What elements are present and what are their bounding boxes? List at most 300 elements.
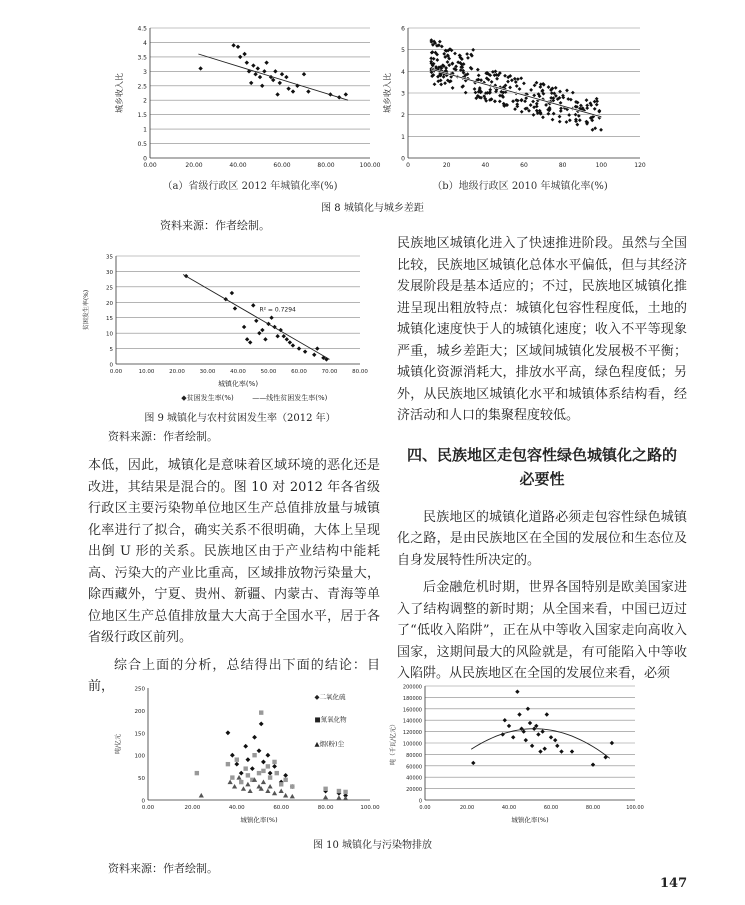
data-point bbox=[565, 89, 569, 93]
series-point-so2 bbox=[283, 773, 288, 778]
data-point bbox=[599, 128, 603, 132]
data-point bbox=[275, 92, 279, 96]
x-tick-label: 30.00 bbox=[199, 369, 216, 375]
data-point bbox=[566, 97, 570, 101]
y-tick-label: 160000 bbox=[402, 707, 422, 714]
data-point bbox=[303, 349, 307, 353]
right-paragraph-1: 民族地区城镇化进入了快速推进阶段。虽然与全国比较，民族地区城镇化总体水平偏低，但与其经济发展阶段是基本适应的；不过，民族地区城镇化推进呈现出粗放特点：城镇化包容性程度低，土地的城镇化速度快于人的城镇化速度；收入不平等现象严重，城乡差距大；区域间城镇化发展极不平衡；城镇化资源消耗大，排放水平高，绿色程度低；另外，从民族地区城镇化水平和城镇体系结构看，经济活动和人口的集聚程度较低。 bbox=[397, 236, 687, 423]
data-point bbox=[559, 749, 563, 753]
series-point-so2 bbox=[261, 760, 266, 765]
y-tick-label: 4 bbox=[401, 68, 405, 76]
x-tick-label: 80.00 bbox=[317, 162, 335, 169]
trend-line bbox=[183, 275, 329, 360]
y-axis-label: 城乡收入比 bbox=[115, 73, 124, 113]
data-point bbox=[538, 749, 542, 753]
series-point-dust bbox=[245, 782, 250, 787]
series-point-so2 bbox=[230, 753, 235, 758]
y-tick-label: 3.5 bbox=[137, 54, 147, 62]
series-point-so2 bbox=[226, 730, 231, 735]
x-tick-label: 60.00 bbox=[273, 162, 291, 169]
section-heading-line2: 必要性 bbox=[519, 469, 565, 488]
series-point-nox bbox=[323, 787, 327, 791]
x-tick-label: 100.00 bbox=[359, 162, 381, 169]
y-tick-label: 60000 bbox=[406, 764, 422, 771]
data-point bbox=[464, 91, 468, 95]
right-paragraph-2: 民族地区的城镇化道路必须走包容性绿色城镇化之路，是由民族地区在全国的发展位和生态位及自身发展特性所决定的。 bbox=[397, 509, 687, 568]
data-point bbox=[439, 83, 443, 87]
y-tick-label: 2.5 bbox=[137, 83, 147, 91]
data-point bbox=[453, 52, 457, 56]
data-point bbox=[536, 732, 540, 736]
series-point-dust bbox=[261, 779, 266, 784]
data-point bbox=[476, 68, 480, 72]
data-point bbox=[535, 102, 539, 106]
y-tick-label: 0.5 bbox=[137, 141, 147, 149]
data-point bbox=[451, 86, 455, 90]
series-point-nox bbox=[259, 710, 263, 714]
data-point bbox=[451, 61, 455, 65]
x-tick-label: 120 bbox=[634, 162, 646, 169]
x-tick-label: 80 bbox=[558, 162, 567, 169]
data-point bbox=[498, 99, 502, 103]
series-point-dust bbox=[336, 795, 341, 800]
data-point bbox=[595, 103, 599, 107]
trend-line bbox=[198, 54, 348, 100]
series-point-dust bbox=[199, 793, 204, 798]
data-point bbox=[558, 115, 562, 119]
x-tick-label: 100.00 bbox=[626, 805, 644, 811]
y-tick-label: 100 bbox=[134, 753, 145, 760]
data-point bbox=[555, 744, 559, 748]
series-point-dust bbox=[290, 794, 295, 799]
figure9-title: 图 9 城镇化与农村贫困发生率（2012 年） bbox=[144, 413, 336, 424]
data-point bbox=[438, 40, 442, 44]
data-point bbox=[503, 74, 507, 78]
data-point bbox=[282, 334, 286, 338]
data-point bbox=[312, 353, 316, 357]
data-point bbox=[495, 77, 499, 81]
y-tick-label: 25 bbox=[106, 285, 113, 292]
series-point-dust bbox=[232, 784, 237, 789]
data-point bbox=[262, 69, 266, 73]
legend-item-points: ◆贫困发生率(%) bbox=[181, 394, 234, 402]
figure8a-caption: （a）省级行政区 2012 年城镇化率(%) bbox=[162, 181, 338, 192]
data-point bbox=[471, 761, 475, 765]
series-point-nox bbox=[261, 769, 265, 773]
data-point bbox=[493, 99, 497, 103]
data-point bbox=[256, 66, 260, 70]
y-tick-label: 80000 bbox=[406, 752, 422, 759]
data-point bbox=[522, 81, 526, 85]
series-point-nox bbox=[230, 775, 234, 779]
data-point bbox=[574, 113, 578, 117]
data-point bbox=[257, 331, 261, 335]
data-point bbox=[511, 735, 515, 739]
data-point bbox=[291, 89, 295, 93]
y-tick-label: 0 bbox=[143, 155, 147, 163]
data-point bbox=[245, 60, 249, 64]
x-tick-label: 80.00 bbox=[317, 805, 334, 811]
data-point bbox=[531, 100, 535, 104]
data-point bbox=[288, 340, 292, 344]
data-point bbox=[518, 87, 522, 91]
figure10-source: 资料来源：作者绘制。 bbox=[108, 862, 218, 875]
data-point bbox=[508, 86, 512, 90]
data-point bbox=[523, 99, 527, 103]
data-point bbox=[541, 115, 545, 119]
legend-item-trend: ——线性贫困发生率(%) bbox=[252, 394, 328, 402]
y-tick-label: 180000 bbox=[402, 695, 422, 702]
series-point-nox bbox=[243, 766, 247, 770]
data-point bbox=[559, 106, 563, 110]
data-point bbox=[543, 747, 547, 751]
data-point bbox=[442, 52, 446, 56]
x-axis-label: 城镇化率(%) bbox=[217, 380, 259, 388]
series-point-nox bbox=[195, 771, 199, 775]
x-tick-label: 60 bbox=[520, 162, 528, 169]
y-tick-label: 2 bbox=[143, 97, 147, 105]
data-point bbox=[435, 58, 439, 62]
data-point bbox=[429, 56, 433, 60]
data-point bbox=[245, 337, 249, 341]
y-tick-label: 150 bbox=[134, 731, 145, 738]
data-point bbox=[545, 712, 549, 716]
x-tick-label: 20.00 bbox=[184, 805, 201, 811]
data-point bbox=[546, 112, 550, 116]
series-point-so2 bbox=[272, 764, 277, 769]
data-point bbox=[524, 738, 528, 742]
x-tick-label: 40.00 bbox=[230, 369, 246, 375]
x-tick-label: 60.00 bbox=[543, 805, 559, 811]
data-point bbox=[278, 81, 282, 85]
data-point bbox=[549, 735, 553, 739]
figure10-title: 图 10 城镇化与污染物排放 bbox=[312, 840, 433, 851]
figure10b-chart bbox=[385, 680, 645, 830]
data-point bbox=[532, 113, 536, 117]
left-paragraph-1: 本低，因此，城镇化是意味着区域环境的恶化还是改进，其结果是混合的。图 10 对 2012 年各省级行政区主要污染物单位地区生产总值排放量与城镇化率进行了拟合，确实关系不很明确，大体上呈现出倒 U 形的关系。民族地区由于产业结构中能耗高、污染大的产业比重高，区域排放物污染量大，除西藏外，宁夏、贵州、新疆、内蒙古、青海等单位地区生产总值排放量大大高于全国水平，居于各省级行政区前列。 bbox=[88, 458, 380, 645]
data-point bbox=[530, 744, 534, 748]
y-tick-label: 4.5 bbox=[137, 25, 147, 33]
data-point bbox=[553, 738, 557, 742]
series-point-nox bbox=[252, 753, 256, 757]
series-point-dust bbox=[236, 775, 241, 780]
x-tick-label: 0 bbox=[406, 162, 410, 169]
y-tick-label: 5 bbox=[109, 347, 113, 354]
series-point-so2 bbox=[250, 766, 255, 771]
figure8b-caption: （b）地级行政区 2010 年城镇化率(%) bbox=[432, 181, 608, 192]
y-tick-label: 0 bbox=[141, 798, 145, 805]
series-point-nox bbox=[246, 773, 250, 777]
data-point bbox=[570, 749, 574, 753]
x-tick-label: 40 bbox=[481, 162, 490, 169]
y-tick-label: 3 bbox=[143, 68, 147, 76]
figure9-source: 资料来源：作者绘制。 bbox=[108, 430, 218, 443]
data-point bbox=[230, 291, 234, 295]
data-point bbox=[520, 99, 524, 103]
x-tick-label: 0.00 bbox=[141, 805, 155, 811]
data-point bbox=[551, 118, 555, 122]
series-point-so2 bbox=[268, 771, 273, 776]
data-point bbox=[540, 729, 544, 733]
x-tick-label: 40.00 bbox=[501, 805, 517, 811]
data-point bbox=[264, 60, 268, 64]
data-point bbox=[517, 712, 521, 716]
data-point bbox=[253, 72, 257, 76]
data-point bbox=[585, 98, 589, 102]
x-tick-label: 80.00 bbox=[585, 805, 601, 811]
x-tick-label: 60.00 bbox=[291, 369, 307, 375]
data-point bbox=[503, 718, 507, 722]
x-tick-label: 40.00 bbox=[229, 162, 247, 169]
x-tick-label: 20.00 bbox=[459, 805, 475, 811]
data-point bbox=[571, 91, 575, 95]
data-point bbox=[315, 346, 319, 350]
y-axis-label: 城乡收入比 bbox=[383, 73, 392, 113]
series-point-dust bbox=[272, 791, 277, 796]
y-tick-label: 10 bbox=[106, 331, 113, 338]
data-point bbox=[471, 48, 475, 52]
data-point bbox=[490, 80, 494, 84]
data-point bbox=[514, 80, 518, 84]
y-tick-label: 20000 bbox=[406, 787, 422, 794]
x-axis-label: 城镇化率(%) bbox=[240, 816, 278, 824]
series-point-so2 bbox=[246, 757, 251, 762]
data-point bbox=[549, 96, 553, 100]
right-column-text bbox=[397, 233, 687, 685]
y-tick-label: 40000 bbox=[406, 775, 422, 782]
series-point-so2 bbox=[252, 735, 257, 740]
data-point bbox=[575, 123, 579, 127]
series-point-nox bbox=[279, 782, 283, 786]
y-tick-label: 2 bbox=[401, 112, 405, 120]
series-point-so2 bbox=[234, 762, 239, 767]
figure8-title: 图 8 城镇化与城乡差距 bbox=[321, 203, 424, 214]
data-point bbox=[595, 99, 599, 103]
series-point-nox bbox=[235, 757, 239, 761]
y-tick-label: 35 bbox=[106, 254, 113, 261]
data-point bbox=[488, 88, 492, 92]
data-point bbox=[491, 70, 495, 74]
r-squared-annotation: R² = 0.7294 bbox=[259, 306, 296, 314]
y-tick-label: 30 bbox=[106, 269, 113, 276]
y-tick-label: 50 bbox=[138, 776, 145, 783]
data-point bbox=[528, 721, 532, 725]
series-point-so2 bbox=[239, 771, 244, 776]
data-point bbox=[284, 75, 288, 79]
legend-item-dust: ▲烟(粉)尘 bbox=[314, 740, 345, 749]
y-tick-label: 250 bbox=[134, 686, 145, 693]
data-point bbox=[567, 113, 571, 117]
series-point-nox bbox=[337, 789, 341, 793]
data-point bbox=[231, 43, 235, 47]
y-tick-label: 1 bbox=[143, 126, 147, 134]
data-point bbox=[251, 303, 255, 307]
data-point bbox=[344, 92, 348, 96]
trend-curve bbox=[471, 729, 610, 759]
y-tick-label: 0 bbox=[109, 362, 113, 369]
series-point-nox bbox=[290, 784, 294, 788]
data-point bbox=[254, 319, 258, 323]
y-tick-label: 4 bbox=[143, 39, 147, 47]
data-point bbox=[291, 343, 295, 347]
data-point bbox=[529, 88, 533, 92]
y-tick-label: 20 bbox=[106, 300, 113, 307]
x-tick-label: 10.00 bbox=[138, 369, 155, 375]
data-point bbox=[286, 86, 290, 90]
series-point-dust bbox=[248, 788, 253, 793]
series-point-dust bbox=[323, 795, 328, 800]
y-axis-label: 吨（千瓦/亿元） bbox=[390, 720, 397, 766]
data-point bbox=[526, 707, 530, 711]
series-point-so2 bbox=[243, 744, 248, 749]
data-point bbox=[515, 102, 519, 106]
legend-item-so2: ◆二氧化硫 bbox=[314, 693, 346, 702]
series-point-dust bbox=[343, 796, 348, 801]
x-tick-label: 20.00 bbox=[169, 369, 185, 375]
x-tick-label: 20.00 bbox=[185, 162, 203, 169]
series-point-nox bbox=[275, 771, 279, 775]
series-point-dust bbox=[241, 786, 246, 791]
data-point bbox=[466, 56, 470, 60]
section-heading-line1: 四、民族地区走包容性绿色城镇化之路的 bbox=[406, 445, 677, 464]
data-point bbox=[507, 724, 511, 728]
figure10a-chart bbox=[108, 680, 388, 830]
data-point bbox=[248, 340, 252, 344]
series-point-nox bbox=[257, 771, 261, 775]
data-point bbox=[269, 316, 273, 320]
y-tick-label: 200 bbox=[134, 708, 145, 715]
right-paragraph-3: 后金融危机时期，世界各国特别是欧美国家进入了结构调整的新时期；从全国来看，中国已迈过了“低收入陷阱”，正在从中等收入国家走向高收入国家，这期间最大的风险就是，有可能陷入中等收入陷阱。从民族地区在全国的发展位来看，必须 bbox=[397, 580, 687, 681]
y-tick-label: 15 bbox=[106, 316, 113, 323]
figure8-source: 资料来源：作者绘制。 bbox=[160, 219, 270, 232]
data-point bbox=[520, 110, 524, 114]
y-tick-label: 100000 bbox=[402, 741, 422, 748]
data-point bbox=[593, 107, 597, 111]
data-point bbox=[568, 118, 572, 122]
left-paragraph-2: 综合上面的分析，总结得出下面的结论：目前， bbox=[88, 657, 380, 694]
data-point bbox=[238, 55, 242, 59]
x-tick-label: 0.00 bbox=[109, 369, 123, 375]
data-point bbox=[585, 106, 589, 110]
y-tick-label: 5 bbox=[401, 47, 405, 55]
series-point-nox bbox=[239, 780, 243, 784]
x-tick-label: 0.00 bbox=[143, 162, 157, 169]
legend-item-nox: ■氮氧化物 bbox=[314, 715, 347, 724]
y-tick-label: 6 bbox=[401, 25, 405, 33]
y-axis-label: 贫困发生率(%) bbox=[83, 289, 90, 331]
data-point bbox=[273, 69, 277, 73]
data-point bbox=[513, 107, 517, 111]
y-tick-label: 1 bbox=[401, 133, 405, 141]
data-point bbox=[251, 63, 255, 67]
data-point bbox=[302, 72, 306, 76]
data-point bbox=[233, 306, 237, 310]
data-point bbox=[511, 99, 515, 103]
series-point-nox bbox=[226, 762, 230, 766]
data-point bbox=[519, 76, 523, 80]
series-point-dust bbox=[279, 788, 284, 793]
data-point bbox=[249, 81, 253, 85]
series-point-dust bbox=[228, 779, 233, 784]
data-point bbox=[198, 66, 202, 70]
figure8a-chart bbox=[108, 22, 381, 180]
data-point bbox=[263, 337, 267, 341]
left-column-text bbox=[88, 455, 380, 698]
data-point bbox=[515, 84, 519, 88]
data-point bbox=[515, 690, 519, 694]
series-point-nox bbox=[343, 790, 347, 794]
data-point bbox=[242, 52, 246, 56]
data-point bbox=[547, 85, 551, 89]
x-tick-label: 20 bbox=[442, 162, 451, 169]
x-tick-label: 0.00 bbox=[419, 805, 431, 811]
data-point bbox=[280, 72, 284, 76]
data-point bbox=[242, 325, 246, 329]
series-point-dust bbox=[283, 793, 288, 798]
data-point bbox=[610, 741, 614, 745]
series-point-dust bbox=[265, 788, 270, 793]
data-point bbox=[285, 337, 289, 341]
x-tick-label: 60.00 bbox=[273, 805, 290, 811]
x-tick-label: 80.00 bbox=[352, 369, 368, 375]
data-point bbox=[236, 45, 240, 49]
data-point bbox=[558, 120, 562, 124]
data-point bbox=[506, 80, 510, 84]
data-point bbox=[473, 87, 477, 91]
series-point-so2 bbox=[265, 753, 270, 758]
section-heading bbox=[397, 443, 687, 491]
data-point bbox=[477, 74, 481, 78]
data-point bbox=[565, 120, 569, 124]
data-point bbox=[258, 75, 262, 79]
data-point bbox=[260, 328, 264, 332]
y-axis-label: 吨/亿元 bbox=[115, 733, 122, 755]
page-number: 147 bbox=[660, 876, 688, 891]
series-point-nox bbox=[283, 778, 287, 782]
y-tick-label: 140000 bbox=[402, 718, 422, 725]
x-tick-label: 100.00 bbox=[360, 805, 380, 811]
data-point bbox=[529, 103, 533, 107]
series-point-nox bbox=[266, 764, 270, 768]
x-tick-label: 70.00 bbox=[321, 369, 338, 375]
data-point bbox=[516, 77, 520, 81]
figure8b-chart bbox=[378, 22, 650, 180]
series-point-nox bbox=[268, 775, 272, 779]
data-point bbox=[465, 52, 469, 56]
y-tick-label: 0 bbox=[418, 798, 422, 805]
x-tick-label: 100 bbox=[595, 162, 608, 169]
y-tick-label: 120000 bbox=[402, 730, 422, 737]
y-tick-label: 1.5 bbox=[137, 112, 147, 120]
data-point bbox=[591, 762, 595, 766]
data-point bbox=[446, 60, 450, 64]
data-point bbox=[554, 86, 558, 90]
data-point bbox=[544, 103, 548, 107]
series-point-so2 bbox=[259, 721, 264, 726]
data-point bbox=[443, 81, 447, 85]
y-tick-label: 0 bbox=[401, 155, 405, 163]
data-point bbox=[260, 84, 264, 88]
series-point-so2 bbox=[257, 748, 262, 753]
data-point bbox=[306, 89, 310, 93]
series-point-nox bbox=[272, 760, 276, 764]
figure9-chart bbox=[72, 248, 372, 408]
data-point bbox=[474, 91, 478, 95]
x-tick-label: 50.00 bbox=[260, 369, 277, 375]
data-point bbox=[275, 334, 279, 338]
x-tick-label: 40.00 bbox=[228, 805, 245, 811]
x-axis-label: 城镇化率(%) bbox=[511, 816, 549, 824]
